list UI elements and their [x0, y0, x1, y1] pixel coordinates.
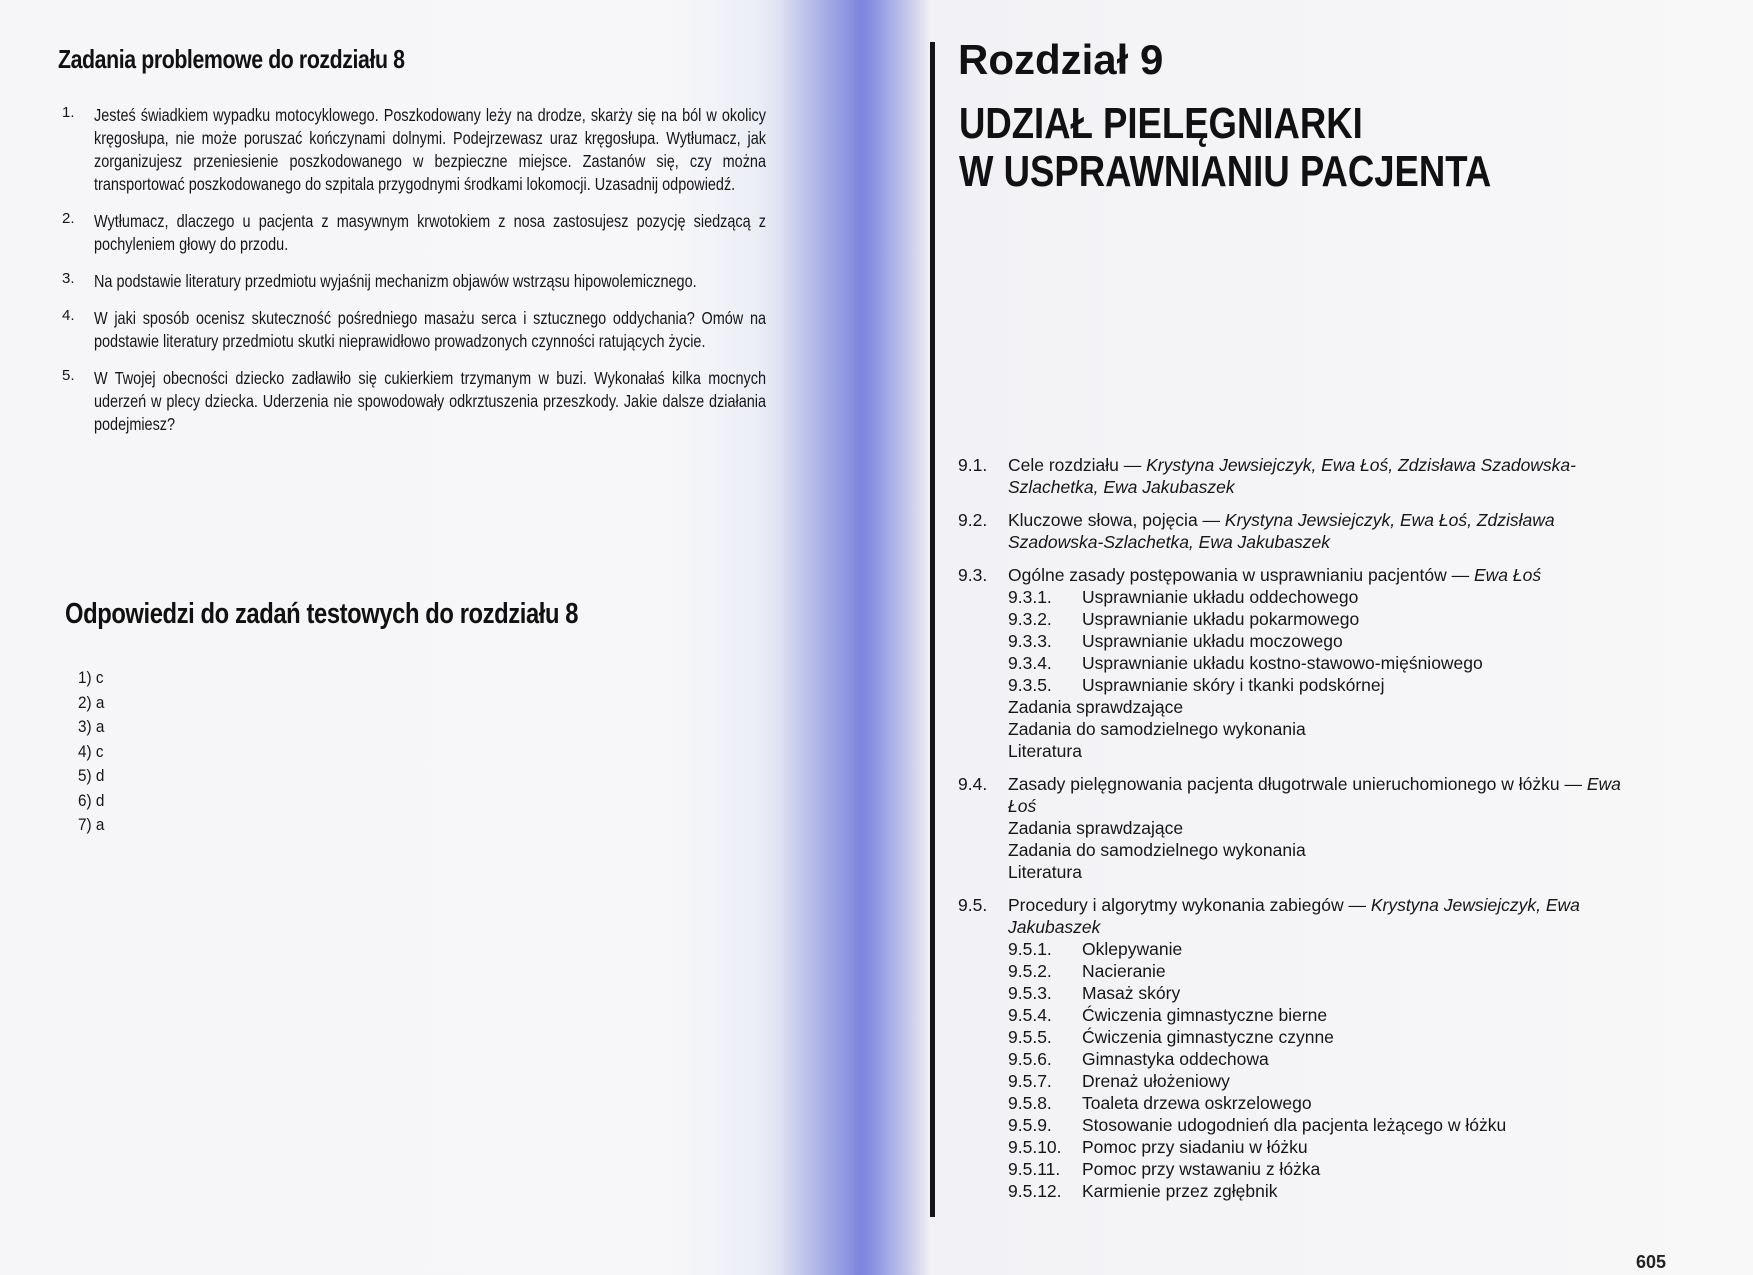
problem-text: W jaki sposób ocenisz skuteczność pośredniego masażu serca i sztucznego oddychania? Omów na podstawie literatury przedmiotu skutki nieprawidłowo prowadzonych czynności ratujących życie. [94, 308, 766, 351]
problem-number: 3. [62, 270, 75, 287]
toc-subsection [1008, 586, 1638, 608]
toc-extra-item: Literatura [1008, 862, 1082, 882]
toc-subsection-number: 9.5.11. [1008, 1159, 1061, 1179]
toc-subsection-number: 9.5.7. [1008, 1071, 1052, 1091]
toc-subsection [1008, 1180, 1638, 1202]
toc-title: Zasady pielęgnowania pacjenta długotrwale unieruchomionego w łóżku — [1008, 774, 1587, 794]
problem-text: Wytłumacz, dlaczego u pacjenta z masywnym krwotokiem z nosa zastosujesz pozycję siedzącą z pochyleniem głowy do przodu. [94, 211, 766, 254]
problem-number: 5. [62, 367, 75, 384]
toc-subsection-number: 9.5.9. [1008, 1115, 1052, 1135]
chapter-title-line-2: W USPRAWNIANIU PACJENTA [959, 147, 1492, 196]
problems-list [58, 104, 878, 450]
toc-subsection-title: Ćwiczenia gimnastyczne czynne [1082, 1027, 1334, 1047]
toc-entry [958, 509, 1638, 553]
toc-subsection-number: 9.5.4. [1008, 1005, 1052, 1025]
toc-entry [958, 454, 1638, 498]
problem-text: Na podstawie literatury przedmiotu wyjaśnij mechanizm objawów wstrząsu hipowolemicznego. [94, 271, 697, 291]
toc-subsection [1008, 1092, 1638, 1114]
toc-subsection-number: 9.5.8. [1008, 1093, 1052, 1113]
toc-number: 9.1. [958, 455, 988, 475]
toc-subsection [1008, 674, 1638, 696]
toc-subsection-number: 9.5.3. [1008, 983, 1052, 1003]
toc-subsection [1008, 1026, 1638, 1048]
toc-entry [958, 773, 1638, 883]
toc-subsection [1008, 1048, 1638, 1070]
toc-extra-item: Literatura [1008, 741, 1082, 761]
toc-heading-line [1008, 773, 1638, 817]
answer-item: 3) a [78, 717, 105, 736]
toc-subsection-title: Usprawnianie układu moczowego [1082, 631, 1343, 651]
toc-heading-line [1008, 564, 1638, 586]
toc-subsection-title: Usprawnianie skóry i tkanki podskórnej [1082, 675, 1385, 695]
toc-subsection-number: 9.5.5. [1008, 1027, 1052, 1047]
problem-number: 4. [62, 307, 75, 324]
answer-item: 1) c [78, 668, 104, 687]
problem-text: W Twojej obecności dziecko zadławiło się cukierkiem trzymanym w buzi. Wykonałaś kilka mocnych uderzeń w plecy dziecka. Uderzenia nie spowodowały odkrztuszenia przeszkody. Jakie dalsze działania podejmiesz? [94, 368, 766, 434]
toc-subsection-title: Usprawnianie układu kostno-stawowo-mięśniowego [1082, 653, 1483, 673]
problem-text: Jesteś świadkiem wypadku motocyklowego. Poszkodowany leży na drodze, skarży się na ból w okolicy kręgosłupa, nie może poruszać kończynami dolnymi. Podejrzewasz uraz kręgosłupa. Wytłumacz, jak zorganizujesz przeniesienie poszkodowanego w bezpieczne miejsce. Zastanów się, czy można transportować poszkodowanego do szpitala przygodnymi środkami lokomocji. Uzasadnij odpowiedź. [94, 105, 766, 194]
toc-subsection-title: Stosowanie udogodnień dla pacjenta leżącego w łóżku [1082, 1115, 1507, 1135]
toc-subsection [1008, 1114, 1638, 1136]
toc-subsection-number: 9.5.1. [1008, 939, 1052, 959]
toc-subsection-title: Masaż skóry [1082, 983, 1181, 1003]
toc-title: Ogólne zasady postępowania w usprawnianiu pacjentów — [1008, 565, 1474, 585]
toc-subsection-number: 9.3.2. [1008, 609, 1052, 629]
toc-subsection-number: 9.5.6. [1008, 1049, 1052, 1069]
toc-subsection-title: Nacieranie [1082, 961, 1166, 981]
toc-title: Kluczowe słowa, pojęcia — [1008, 510, 1225, 530]
toc-subsection-title: Usprawnianie układu oddechowego [1082, 587, 1359, 607]
toc-author: Krystyna Jewsiejczyk, Ewa Łoś, Zdzisława Szadowska-Szlachetka, Ewa Jakubaszek [1008, 455, 1576, 497]
toc-extra-item: Zadania do samodzielnego wykonania [1008, 719, 1306, 739]
toc-subsection-number: 9.5.12. [1008, 1181, 1062, 1201]
answers-list [78, 666, 107, 838]
toc-subsection-title: Ćwiczenia gimnastyczne bierne [1082, 1005, 1328, 1025]
problem-number: 2. [62, 210, 75, 227]
answer-item: 5) d [78, 766, 105, 785]
toc-subsection-title: Oklepywanie [1082, 939, 1183, 959]
toc-author: Krystyna Jewsiejczyk, Ewa Łoś, Zdzisława Szadowska-Szlachetka, Ewa Jakubaszek [1008, 510, 1555, 552]
page-number: 605 [1636, 1252, 1667, 1272]
toc-number: 9.5. [958, 895, 988, 915]
toc-title: Cele rozdziału — [1008, 455, 1147, 475]
problem-item [58, 210, 878, 256]
answer-item: 6) d [78, 790, 105, 810]
toc-subsection-number: 9.3.4. [1008, 653, 1052, 673]
toc-subsection [1008, 1004, 1638, 1026]
toc-author: Ewa Łoś [1008, 774, 1621, 816]
toc-subsection-number: 9.3.3. [1008, 631, 1052, 651]
toc-subsection-title: Usprawnianie układu pokarmowego [1082, 609, 1360, 629]
toc-subsection [1008, 1070, 1638, 1092]
toc-subsection [1008, 630, 1638, 652]
toc-subsection [1008, 1158, 1638, 1180]
toc-subsection-number: 9.5.2. [1008, 961, 1052, 981]
answer-item: 4) c [78, 741, 104, 761]
toc-subsection-number: 9.3.5. [1008, 675, 1052, 695]
toc-subsection-title: Pomoc przy siadaniu w łóżku [1082, 1137, 1308, 1157]
toc-number: 9.3. [958, 565, 988, 585]
toc-number: 9.2. [958, 510, 988, 530]
problem-item [58, 270, 878, 293]
answer-item: 2) a [78, 692, 105, 712]
toc-subsection-title: Gimnastyka oddechowa [1082, 1049, 1269, 1069]
toc-subsection-title: Toaleta drzewa oskrzelowego [1082, 1093, 1312, 1113]
chapter-vertical-rule [930, 42, 935, 1217]
toc-subsection-title: Drenaż ułożeniowy [1082, 1071, 1230, 1091]
problem-item [58, 307, 878, 353]
problem-item [58, 104, 878, 196]
toc-subsection [1008, 960, 1638, 982]
toc-extra-item: Zadania sprawdzające [1008, 697, 1184, 717]
problem-number: 1. [62, 104, 75, 121]
toc-subsection [1008, 1136, 1638, 1158]
toc-subsection-number: 9.3.1. [1008, 587, 1052, 607]
toc-subsection-title: Pomoc przy wstawaniu z łóżka [1082, 1159, 1321, 1179]
chapter-title [959, 100, 1491, 196]
toc-subsection [1008, 982, 1638, 1004]
toc-subsection [1008, 652, 1638, 674]
toc-subsection [1008, 608, 1638, 630]
toc-author: Krystyna Jewsiejczyk, Ewa Jakubaszek [1008, 895, 1580, 937]
toc-heading-line [1008, 509, 1638, 553]
chapter-title-line-1: UDZIAŁ PIELĘGNIARKI [959, 99, 1363, 148]
toc-extra-item: Zadania do samodzielnego wykonania [1008, 840, 1306, 860]
toc-title: Procedury i algorytmy wykonania zabiegów — [1008, 895, 1371, 915]
toc-subsection-title: Karmienie przez zgłębnik [1082, 1181, 1278, 1201]
chapter-label: Rozdział 9 [958, 36, 1164, 83]
toc-heading-line [1008, 894, 1638, 938]
toc-entry [958, 564, 1638, 762]
toc-author: Ewa Łoś [1473, 565, 1542, 585]
toc-subsection [1008, 938, 1638, 960]
toc-extra-item: Zadania sprawdzające [1008, 818, 1184, 838]
problems-heading: Zadania problemowe do rozdziału 8 [58, 44, 405, 74]
problem-item [58, 367, 878, 436]
toc-number: 9.4. [958, 774, 988, 794]
answer-item: 7) a [78, 815, 105, 834]
toc-heading-line [1008, 454, 1638, 498]
answers-heading: Odpowiedzi do zadań testowych do rozdziału 8 [65, 598, 579, 630]
table-of-contents [958, 454, 1638, 1213]
toc-subsection-number: 9.5.10. [1008, 1137, 1062, 1157]
toc-entry [958, 894, 1638, 1202]
